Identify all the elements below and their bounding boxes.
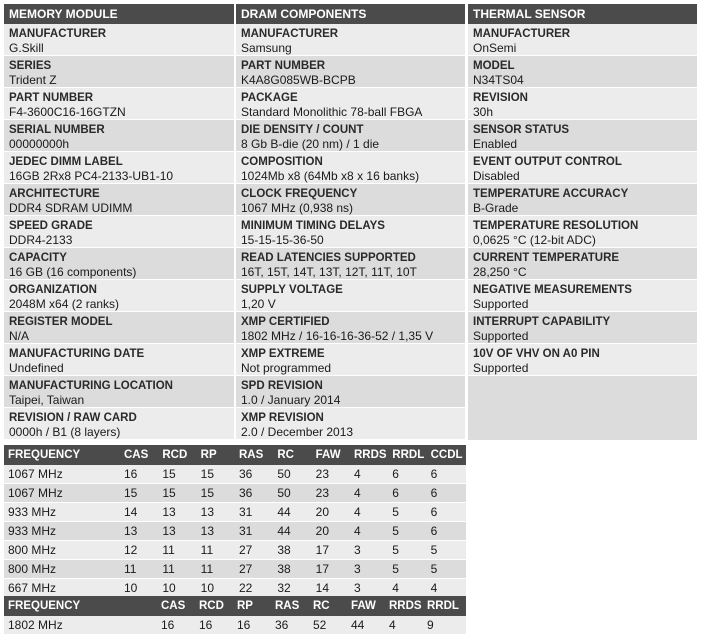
table-row	[4, 541, 466, 560]
field-label: REVISION / RAW CARD	[9, 412, 137, 424]
table-cell: 15	[120, 484, 158, 503]
table-cell: 10	[158, 579, 196, 598]
field-label: SERIES	[9, 60, 52, 72]
xmp-timing-table	[4, 596, 466, 635]
field-value: 00000000h	[9, 137, 70, 151]
table-cell: 11	[197, 560, 235, 579]
table-cell: 31	[235, 522, 273, 541]
table-cell: 11	[197, 541, 235, 560]
table-cell: 15	[158, 465, 196, 484]
table-cell: 800 MHz	[4, 541, 120, 560]
field-value: K4A8G085WB-BCPB	[241, 73, 356, 87]
field-value: 30h	[473, 105, 494, 119]
xmp-col-frequency: FREQUENCY	[4, 596, 157, 616]
field-value: N34TS04	[473, 73, 524, 87]
field-value: Standard Monolithic 78-ball FBGA	[241, 105, 423, 119]
field-manufacturing-location	[4, 376, 234, 408]
jedec-header-row	[4, 445, 466, 465]
table-cell: 4	[385, 616, 423, 635]
table-cell: 23	[312, 465, 350, 484]
xmp-col-faw: FAW	[347, 596, 385, 616]
field-label: XMP EXTREME	[241, 348, 325, 360]
table-cell: 16	[120, 465, 158, 484]
jedec-col-frequency: FREQUENCY	[4, 445, 120, 465]
jedec-col-rrdl: RRDL	[388, 445, 426, 465]
field-label: READ LATENCIES SUPPORTED	[241, 252, 416, 264]
table-cell: 15	[197, 484, 235, 503]
jedec-timing-table	[4, 445, 466, 598]
table-cell: 667 MHz	[4, 579, 120, 598]
table-cell: 52	[309, 616, 347, 635]
field-temperature-resolution	[468, 216, 697, 248]
table-cell: 17	[312, 560, 350, 579]
table-cell: 11	[120, 560, 158, 579]
field-value: Taipei, Taiwan	[9, 393, 85, 407]
field-manufacturer	[236, 24, 465, 56]
table-cell: 13	[158, 522, 196, 541]
table-cell: 38	[273, 541, 311, 560]
field-xmp-extreme	[236, 344, 465, 376]
field-value: 16 GB (16 components)	[9, 265, 137, 279]
table-cell: 4	[350, 522, 388, 541]
table-cell: 44	[273, 522, 311, 541]
table-cell: 36	[235, 465, 273, 484]
field-interrupt-capability	[468, 312, 697, 344]
field-revision	[468, 88, 697, 120]
field-label: SPEED GRADE	[9, 220, 93, 232]
table-cell: 13	[197, 503, 235, 522]
field-value: DDR4 SDRAM UDIMM	[9, 201, 133, 215]
field-value: Undefined	[9, 361, 64, 375]
field-value: B-Grade	[473, 201, 519, 215]
field-capacity	[4, 248, 234, 280]
table-cell: 5	[427, 560, 466, 579]
table-cell: 6	[388, 465, 426, 484]
field-value: 0,0625 °C (12-bit ADC)	[473, 233, 596, 247]
field-serial-number	[4, 120, 234, 152]
field-label: DIE DENSITY / COUNT	[241, 124, 364, 136]
table-cell: 5	[388, 522, 426, 541]
table-cell: 11	[158, 541, 196, 560]
table-row	[4, 465, 466, 484]
field-architecture	[4, 184, 234, 216]
field-value: Supported	[473, 297, 529, 311]
table-cell: 1067 MHz	[4, 465, 120, 484]
table-cell: 3	[350, 541, 388, 560]
field-xmp-revision	[236, 408, 465, 440]
dram-components-panel	[236, 4, 465, 440]
field-label: MANUFACTURER	[9, 28, 107, 40]
table-cell: 4	[350, 484, 388, 503]
table-cell: 16	[233, 616, 271, 635]
field-label: TEMPERATURE RESOLUTION	[473, 220, 639, 232]
table-cell: 5	[388, 541, 426, 560]
field-revision-raw-card	[4, 408, 234, 440]
table-cell: 20	[312, 522, 350, 541]
field-label: SPD REVISION	[241, 380, 323, 392]
table-cell: 38	[273, 560, 311, 579]
field-label: TEMPERATURE ACCURACY	[473, 188, 629, 200]
field-label: PART NUMBER	[241, 60, 326, 72]
table-cell: 16	[195, 616, 233, 635]
table-cell: 10	[120, 579, 158, 598]
field-model	[468, 56, 697, 88]
table-row	[4, 522, 466, 541]
table-cell: 20	[312, 503, 350, 522]
table-cell: 1802 MHz	[4, 616, 157, 635]
xmp-col-rc: RC	[309, 596, 347, 616]
xmp-col-ras: RAS	[271, 596, 309, 616]
field-label: SENSOR STATUS	[473, 124, 570, 136]
field-value: 1067 MHz (0,938 ns)	[241, 201, 354, 215]
field-label: REVISION	[473, 92, 528, 104]
table-cell: 800 MHz	[4, 560, 120, 579]
table-cell: 6	[427, 503, 466, 522]
jedec-col-cas: CAS	[120, 445, 158, 465]
table-cell: 6	[427, 484, 466, 503]
table-cell: 27	[235, 560, 273, 579]
field-composition	[236, 152, 465, 184]
table-cell: 5	[427, 541, 466, 560]
field-value: F4-3600C16-16GTZN	[9, 105, 126, 119]
table-cell: 36	[235, 484, 273, 503]
thermal-sensor-panel	[468, 4, 697, 440]
table-cell: 4	[350, 503, 388, 522]
field-label: 10V OF VHV ON A0 PIN	[473, 348, 600, 360]
field-minimum-timing-delays	[236, 216, 465, 248]
table-cell: 31	[235, 503, 273, 522]
field-label: XMP CERTIFIED	[241, 316, 330, 328]
field-manufacturer	[4, 24, 234, 56]
table-cell: 3	[350, 560, 388, 579]
field-value: 1802 MHz / 16-16-16-36-52 / 1,35 V	[241, 329, 434, 343]
table-row	[4, 579, 466, 598]
jedec-col-faw: FAW	[312, 445, 350, 465]
table-cell: 22	[235, 579, 273, 598]
field-label: SUPPLY VOLTAGE	[241, 284, 343, 296]
table-cell: 4	[350, 465, 388, 484]
table-cell: 50	[273, 465, 311, 484]
field-manufacturing-date	[4, 344, 234, 376]
jedec-col-rp: RP	[197, 445, 235, 465]
field-series	[4, 56, 234, 88]
dram-components-header: DRAM COMPONENTS	[236, 4, 465, 24]
field-sensor-status	[468, 120, 697, 152]
field-label: CURRENT TEMPERATURE	[473, 252, 620, 264]
field-value: 2.0 / December 2013	[241, 425, 354, 439]
thermal-sensor-header: THERMAL SENSOR	[468, 4, 697, 24]
table-cell: 15	[158, 484, 196, 503]
field-value: DDR4-2133	[9, 233, 73, 247]
field-package	[236, 88, 465, 120]
field-label: INTERRUPT CAPABILITY	[473, 316, 611, 328]
field-label: COMPOSITION	[241, 156, 323, 168]
table-cell: 6	[427, 522, 466, 541]
field-value: 0000h / B1 (8 layers)	[9, 425, 121, 439]
memory-module-panel	[4, 4, 234, 440]
field-value: Supported	[473, 329, 529, 343]
table-cell: 14	[120, 503, 158, 522]
field-label: EVENT OUTPUT CONTROL	[473, 156, 622, 168]
table-cell: 5	[388, 560, 426, 579]
field-value: Not programmed	[241, 361, 332, 375]
field-label: NEGATIVE MEASUREMENTS	[473, 284, 632, 296]
xmp-col-rrds: RRDS	[385, 596, 423, 616]
field-value: 1,20 V	[241, 297, 276, 311]
memory-module-header: MEMORY MODULE	[4, 4, 234, 24]
field-temperature-accuracy	[468, 184, 697, 216]
field-supply-voltage	[236, 280, 465, 312]
field-value: 15-15-15-36-50	[241, 233, 324, 247]
field-current-temperature	[468, 248, 697, 280]
field-label: CLOCK FREQUENCY	[241, 188, 358, 200]
field-manufacturer	[468, 24, 697, 56]
table-cell: 44	[347, 616, 385, 635]
table-cell: 6	[427, 465, 466, 484]
xmp-col-cas: CAS	[157, 596, 195, 616]
table-cell: 11	[158, 560, 196, 579]
field-part-number	[4, 88, 234, 120]
field-read-latencies-supported	[236, 248, 465, 280]
field-label: PART NUMBER	[9, 92, 94, 104]
field-label: ARCHITECTURE	[9, 188, 100, 200]
table-cell: 17	[312, 541, 350, 560]
panel-filler	[468, 376, 697, 440]
field-value: Disabled	[473, 169, 520, 183]
field-value: Samsung	[241, 41, 292, 55]
field-clock-frequency	[236, 184, 465, 216]
field-value: 16T, 15T, 14T, 13T, 12T, 11T, 10T	[241, 265, 417, 279]
xmp-col-rrdl: RRDL	[423, 596, 466, 616]
table-cell: 12	[120, 541, 158, 560]
table-row	[4, 503, 466, 522]
jedec-col-ccdl: CCDL	[427, 445, 466, 465]
field-value: 1024Mb x8 (64Mb x8 x 16 banks)	[241, 169, 420, 183]
field-label: MANUFACTURING LOCATION	[9, 380, 173, 392]
field-value: Trident Z	[9, 73, 57, 87]
field-label: MANUFACTURER	[473, 28, 571, 40]
field-register-model	[4, 312, 234, 344]
xmp-header-row	[4, 596, 466, 616]
jedec-col-rc: RC	[273, 445, 311, 465]
field-part-number	[236, 56, 465, 88]
field-value: Supported	[473, 361, 529, 375]
field-value: OnSemi	[473, 41, 517, 55]
field-jedec-dimm-label	[4, 152, 234, 184]
field-spd-revision	[236, 376, 465, 408]
table-cell: 6	[388, 484, 426, 503]
table-cell: 50	[273, 484, 311, 503]
field-label: MANUFACTURER	[241, 28, 339, 40]
field-value: 28,250 °C	[473, 265, 527, 279]
field-label: MODEL	[473, 60, 515, 72]
field-label: MINIMUM TIMING DELAYS	[241, 220, 385, 232]
field-value: G.Skill	[9, 41, 44, 55]
xmp-col-rp: RP	[233, 596, 271, 616]
field-organization	[4, 280, 234, 312]
field-die-density-count	[236, 120, 465, 152]
table-cell: 4	[388, 579, 426, 598]
field-xmp-certified	[236, 312, 465, 344]
table-cell: 3	[350, 579, 388, 598]
table-cell: 933 MHz	[4, 522, 120, 541]
table-cell: 27	[235, 541, 273, 560]
table-cell: 5	[388, 503, 426, 522]
table-cell: 36	[271, 616, 309, 635]
table-cell: 32	[273, 579, 311, 598]
field-label: PACKAGE	[241, 92, 298, 104]
table-row	[4, 616, 466, 635]
field-label: CAPACITY	[9, 252, 67, 264]
field-value: 8 Gb B-die (20 nm) / 1 die	[241, 137, 380, 151]
field-10v-of-vhv-on-a0-pin	[468, 344, 697, 376]
table-cell: 13	[120, 522, 158, 541]
field-negative-measurements	[468, 280, 697, 312]
table-cell: 13	[158, 503, 196, 522]
field-label: JEDEC DIMM LABEL	[9, 156, 123, 168]
field-value: N/A	[9, 329, 30, 343]
jedec-col-rcd: RCD	[158, 445, 196, 465]
table-cell: 14	[312, 579, 350, 598]
table-cell: 9	[423, 616, 466, 635]
table-cell: 13	[197, 522, 235, 541]
table-cell: 23	[312, 484, 350, 503]
field-speed-grade	[4, 216, 234, 248]
field-label: XMP REVISION	[241, 412, 324, 424]
table-cell: 4	[427, 579, 466, 598]
field-label: REGISTER MODEL	[9, 316, 113, 328]
table-row	[4, 560, 466, 579]
table-cell: 10	[197, 579, 235, 598]
field-label: SERIAL NUMBER	[9, 124, 105, 136]
table-cell: 933 MHz	[4, 503, 120, 522]
field-value: Enabled	[473, 137, 518, 151]
jedec-col-rrds: RRDS	[350, 445, 388, 465]
field-label: ORGANIZATION	[9, 284, 97, 296]
table-cell: 1067 MHz	[4, 484, 120, 503]
field-value: 2048M x64 (2 ranks)	[9, 297, 120, 311]
table-cell: 44	[273, 503, 311, 522]
xmp-col-rcd: RCD	[195, 596, 233, 616]
field-value: 1.0 / January 2014	[241, 393, 341, 407]
table-row	[4, 484, 466, 503]
jedec-col-ras: RAS	[235, 445, 273, 465]
field-value: 16GB 2Rx8 PC4-2133-UB1-10	[9, 169, 174, 183]
field-label: MANUFACTURING DATE	[9, 348, 145, 360]
table-cell: 16	[157, 616, 195, 635]
field-event-output-control	[468, 152, 697, 184]
table-cell: 15	[197, 465, 235, 484]
